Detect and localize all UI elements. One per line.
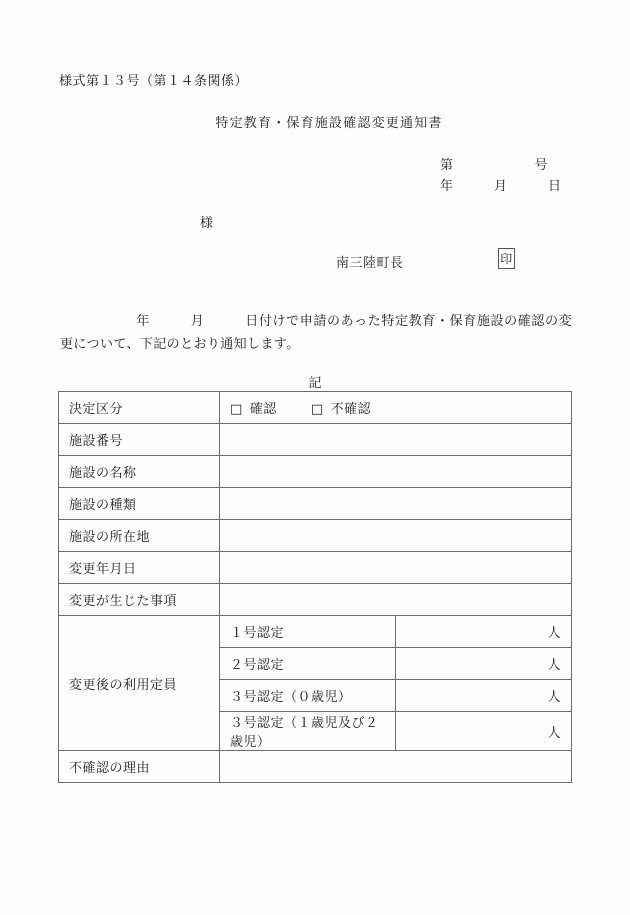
table-row — [59, 552, 572, 584]
row-value-changed-items[interactable] — [220, 584, 572, 616]
row-value-facility-type[interactable] — [220, 488, 572, 520]
checkbox-confirm-label: 確認 — [249, 402, 277, 417]
seal-icon: 印 — [498, 248, 515, 269]
body-date-phrase: 年 月 日付けで申請のあった特定教育・保育施設の確認の変更 — [60, 314, 572, 352]
table-row-capacity-1 — [59, 616, 572, 648]
checkbox-confirm-icon[interactable]: □ — [230, 402, 243, 417]
capacity-name-3: ３号認定（０歳児） — [220, 680, 396, 712]
row-label-facility-number: 施設番号 — [59, 424, 220, 456]
document-number-line: 第 号 — [440, 158, 549, 173]
row-label-change-date: 変更年月日 — [59, 552, 220, 584]
row-label-reason: 不確認の理由 — [59, 751, 220, 783]
capacity-unit-1[interactable]: 人 — [396, 616, 572, 648]
form-number: 様式第１３号（第１４条関係） — [59, 74, 249, 89]
table-row — [59, 424, 572, 456]
table-row — [59, 520, 572, 552]
table-row — [59, 584, 572, 616]
row-value-facility-name[interactable] — [220, 456, 572, 488]
addressee-suffix: 様 — [200, 216, 214, 231]
row-label-facility-type: 施設の種類 — [59, 488, 220, 520]
row-value-facility-address[interactable] — [220, 520, 572, 552]
notification-table — [58, 391, 572, 783]
table-row-decision — [59, 392, 572, 424]
row-value-facility-number[interactable] — [220, 424, 572, 456]
row-label-decision: 決定区分 — [59, 392, 220, 424]
capacity-name-2: ２号認定 — [220, 648, 396, 680]
row-label-facility-address: 施設の所在地 — [59, 520, 220, 552]
table-row — [59, 488, 572, 520]
issuer-name: 南三陸町長 — [336, 256, 404, 271]
issuer-block — [336, 252, 536, 271]
document-date-line: 年 月 日 — [440, 179, 562, 194]
body-paragraph — [60, 310, 572, 356]
row-value-change-date[interactable] — [220, 552, 572, 584]
ki-marker: 記 — [308, 376, 322, 391]
capacity-name-4: ３号認定（１歳児及び２歳児） — [220, 712, 396, 751]
capacity-unit-4[interactable]: 人 — [396, 712, 572, 751]
decision-options-cell — [220, 392, 572, 424]
table-row-reason — [59, 751, 572, 783]
document-title: 特定教育・保育施設確認変更通知書 — [215, 116, 443, 131]
table-row — [59, 456, 572, 488]
body-continuation-phrase: について、下記のとおり通知します。 — [73, 337, 300, 352]
row-label-facility-name: 施設の名称 — [59, 456, 220, 488]
checkbox-unconfirm-icon[interactable]: □ — [310, 402, 324, 417]
row-label-capacity: 変更後の利用定員 — [59, 616, 220, 751]
checkbox-unconfirm-label: 不確認 — [330, 402, 372, 417]
document-number-block — [440, 155, 562, 197]
capacity-unit-2[interactable]: 人 — [396, 648, 572, 680]
capacity-name-1: １号認定 — [220, 616, 396, 648]
capacity-unit-3[interactable]: 人 — [396, 680, 572, 712]
row-value-reason[interactable] — [220, 751, 572, 783]
row-label-changed-items: 変更が生じた事項 — [59, 584, 220, 616]
